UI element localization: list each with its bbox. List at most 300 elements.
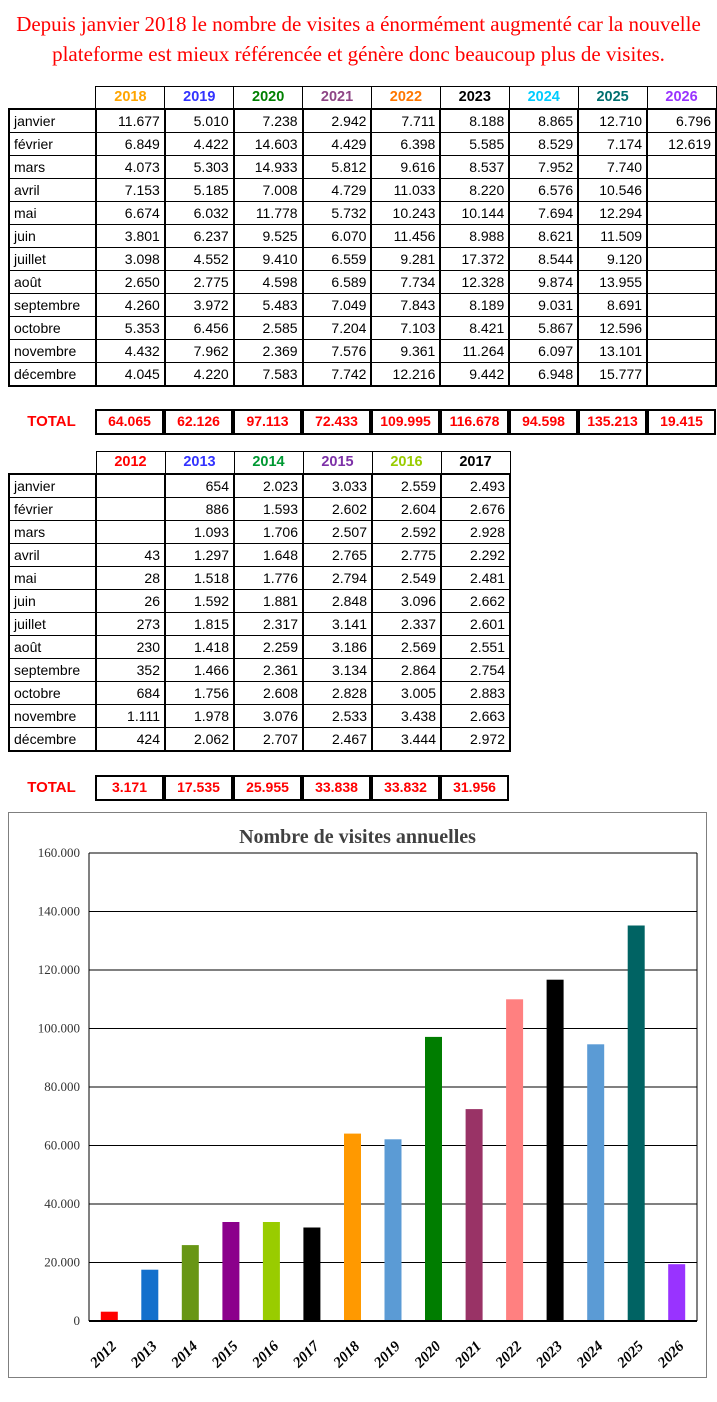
y-axis-tick-label: 0 bbox=[73, 1312, 80, 1328]
visits-cell: 10.243 bbox=[371, 201, 440, 224]
table-row bbox=[9, 155, 716, 178]
visits-cell: 8.189 bbox=[440, 293, 509, 316]
y-axis-tick-label: 80.000 bbox=[44, 1078, 80, 1094]
visits-cell: 2.481 bbox=[441, 566, 510, 589]
visits-cell: 11.509 bbox=[578, 224, 647, 247]
visits-cell: 7.204 bbox=[303, 316, 372, 339]
total-cell: 94.598 bbox=[509, 409, 578, 435]
visits-cell bbox=[647, 316, 716, 339]
x-axis-tick-label: 2012 bbox=[87, 1338, 121, 1371]
visits-cell: 17.372 bbox=[440, 247, 509, 270]
visits-cell: 2.337 bbox=[372, 612, 441, 635]
bar-2017 bbox=[303, 1227, 320, 1321]
visits-cell: 2.663 bbox=[441, 704, 510, 727]
visits-cell: 3.801 bbox=[96, 224, 165, 247]
table-row bbox=[9, 520, 510, 543]
visits-cell: 12.216 bbox=[371, 362, 440, 386]
visits-cell: 2.754 bbox=[441, 658, 510, 681]
month-label: août bbox=[9, 270, 96, 293]
visits-cell: 8.188 bbox=[440, 109, 509, 133]
visits-cell: 13.101 bbox=[578, 339, 647, 362]
x-axis-tick-label: 2017 bbox=[290, 1338, 323, 1371]
table-row bbox=[9, 635, 510, 658]
total-cell: 33.838 bbox=[302, 775, 371, 801]
x-axis-tick-label: 2024 bbox=[573, 1338, 607, 1371]
visits-cell: 6.097 bbox=[509, 339, 578, 362]
visits-cell: 9.410 bbox=[234, 247, 303, 270]
visits-cell: 4.432 bbox=[96, 339, 165, 362]
visits-cell: 2.023 bbox=[234, 474, 303, 498]
bar-2022 bbox=[506, 999, 523, 1321]
visits-cell: 2.259 bbox=[234, 635, 303, 658]
month-label: novembre bbox=[9, 704, 96, 727]
year-header: 2023 bbox=[440, 86, 509, 109]
visits-cell: 2.883 bbox=[441, 681, 510, 704]
visits-cell: 9.361 bbox=[371, 339, 440, 362]
visits-cell: 4.045 bbox=[96, 362, 165, 386]
visits-cell: 2.928 bbox=[441, 520, 510, 543]
year-header: 2016 bbox=[372, 451, 441, 474]
visits-cell: 2.569 bbox=[372, 635, 441, 658]
total-cell: 97.113 bbox=[233, 409, 302, 435]
visits-cell: 2.848 bbox=[303, 589, 372, 612]
visits-cell: 7.694 bbox=[509, 201, 578, 224]
table-row bbox=[9, 339, 716, 362]
year-header: 2022 bbox=[371, 86, 440, 109]
total-cell: 64.065 bbox=[95, 409, 164, 435]
y-axis-tick-label: 60.000 bbox=[44, 1137, 80, 1153]
visits-cell: 8.988 bbox=[440, 224, 509, 247]
x-axis-tick-label: 2016 bbox=[249, 1338, 283, 1371]
year-header: 2012 bbox=[96, 451, 165, 474]
visits-cell: 7.843 bbox=[371, 293, 440, 316]
visits-cell: 8.529 bbox=[509, 132, 578, 155]
intro-text: Depuis janvier 2018 le nombre de visites a énormément augmenté car la nouvelle plateforme est mieux référencée et génère donc beaucoup plus de visites. bbox=[16, 12, 701, 66]
visits-cell: 1.592 bbox=[165, 589, 234, 612]
x-axis-tick-label: 2015 bbox=[209, 1338, 242, 1371]
year-header: 2026 bbox=[647, 86, 716, 109]
table-row bbox=[9, 727, 510, 751]
table-row bbox=[9, 201, 716, 224]
total-cell: 109.995 bbox=[371, 409, 440, 435]
year-header: 2019 bbox=[165, 86, 234, 109]
visits-cell: 2.549 bbox=[372, 566, 441, 589]
total-label: TOTAL bbox=[27, 412, 76, 430]
visits-cell: 7.740 bbox=[578, 155, 647, 178]
visits-cell: 8.220 bbox=[440, 178, 509, 201]
visits-cell: 2.493 bbox=[441, 474, 510, 498]
month-label: avril bbox=[9, 178, 96, 201]
visits-cell: 7.962 bbox=[165, 339, 234, 362]
visits-cell: 1.518 bbox=[165, 566, 234, 589]
table-row bbox=[9, 362, 716, 386]
visits-cell: 684 bbox=[96, 681, 165, 704]
x-axis-tick-label: 2013 bbox=[128, 1338, 161, 1371]
visits-cell: 7.174 bbox=[578, 132, 647, 155]
table-row bbox=[9, 224, 716, 247]
bar-2021 bbox=[466, 1109, 483, 1321]
bar-2020 bbox=[425, 1037, 442, 1321]
month-label: septembre bbox=[9, 293, 96, 316]
visits-cell: 9.281 bbox=[371, 247, 440, 270]
year-header: 2025 bbox=[578, 86, 647, 109]
visits-cell: 2.662 bbox=[441, 589, 510, 612]
visits-cell: 4.260 bbox=[96, 293, 165, 316]
visits-cell bbox=[647, 362, 716, 386]
bar-2013 bbox=[141, 1269, 158, 1320]
visits-cell bbox=[647, 339, 716, 362]
visits-cell bbox=[647, 270, 716, 293]
month-label: juin bbox=[9, 224, 96, 247]
visits-cell: 886 bbox=[165, 497, 234, 520]
visits-table-recent-years bbox=[8, 86, 717, 387]
bar-2016 bbox=[263, 1222, 280, 1321]
visits-cell bbox=[96, 520, 165, 543]
visits-cell: 14.933 bbox=[234, 155, 303, 178]
table-row bbox=[9, 132, 716, 155]
visits-cell: 11.264 bbox=[440, 339, 509, 362]
year-header: 2017 bbox=[441, 451, 510, 474]
visits-cell: 3.076 bbox=[234, 704, 303, 727]
year-header: 2018 bbox=[96, 86, 165, 109]
total-cell: 72.433 bbox=[302, 409, 371, 435]
month-label: février bbox=[9, 497, 96, 520]
visits-cell: 2.361 bbox=[234, 658, 303, 681]
visits-cell: 2.507 bbox=[303, 520, 372, 543]
visits-cell: 5.303 bbox=[165, 155, 234, 178]
total-row-old-years bbox=[8, 775, 717, 801]
visits-cell: 7.583 bbox=[234, 362, 303, 386]
visits-cell: 6.576 bbox=[509, 178, 578, 201]
visits-cell: 26 bbox=[96, 589, 165, 612]
visits-cell: 3.096 bbox=[372, 589, 441, 612]
x-axis-tick-label: 2014 bbox=[168, 1338, 202, 1371]
visits-cell: 1.881 bbox=[234, 589, 303, 612]
visits-cell: 6.559 bbox=[303, 247, 372, 270]
visits-cell: 10.546 bbox=[578, 178, 647, 201]
visits-cell: 2.585 bbox=[234, 316, 303, 339]
visits-cell: 12.294 bbox=[578, 201, 647, 224]
visits-cell bbox=[647, 293, 716, 316]
visits-cell: 7.734 bbox=[371, 270, 440, 293]
month-label: mai bbox=[9, 201, 96, 224]
year-header: 2014 bbox=[234, 451, 303, 474]
total-cell: 31.956 bbox=[440, 775, 509, 801]
visits-cell: 6.796 bbox=[647, 109, 716, 133]
visits-table-old-years bbox=[8, 451, 511, 752]
visits-cell: 12.710 bbox=[578, 109, 647, 133]
visits-cell: 3.033 bbox=[303, 474, 372, 498]
visits-cell: 4.729 bbox=[303, 178, 372, 201]
x-axis-tick-label: 2026 bbox=[655, 1338, 688, 1371]
visits-cell: 7.711 bbox=[371, 109, 440, 133]
month-label: mai bbox=[9, 566, 96, 589]
visits-cell: 10.144 bbox=[440, 201, 509, 224]
visits-cell: 3.972 bbox=[165, 293, 234, 316]
table-row bbox=[9, 543, 510, 566]
visits-cell: 6.237 bbox=[165, 224, 234, 247]
visits-cell: 654 bbox=[165, 474, 234, 498]
visits-cell: 6.948 bbox=[509, 362, 578, 386]
visits-cell: 13.955 bbox=[578, 270, 647, 293]
visits-cell: 2.317 bbox=[234, 612, 303, 635]
visits-cell bbox=[647, 178, 716, 201]
visits-cell: 2.062 bbox=[165, 727, 234, 751]
visits-cell: 4.422 bbox=[165, 132, 234, 155]
visits-cell: 2.794 bbox=[303, 566, 372, 589]
bar-2024 bbox=[587, 1044, 604, 1321]
x-axis-tick-label: 2022 bbox=[492, 1338, 526, 1371]
visits-cell: 352 bbox=[96, 658, 165, 681]
visits-cell bbox=[647, 155, 716, 178]
visits-cell: 5.732 bbox=[303, 201, 372, 224]
visits-cell: 9.442 bbox=[440, 362, 509, 386]
total-cell: 3.171 bbox=[95, 775, 164, 801]
visits-cell: 2.972 bbox=[441, 727, 510, 751]
month-label: octobre bbox=[9, 681, 96, 704]
visits-cell: 8.421 bbox=[440, 316, 509, 339]
table-row bbox=[9, 293, 716, 316]
total-cell: 25.955 bbox=[233, 775, 302, 801]
visits-cell: 5.010 bbox=[165, 109, 234, 133]
visits-cell bbox=[647, 224, 716, 247]
visits-cell: 7.103 bbox=[371, 316, 440, 339]
month-label: décembre bbox=[9, 362, 96, 386]
month-label: novembre bbox=[9, 339, 96, 362]
corner-cell bbox=[9, 86, 96, 109]
visits-cell: 6.456 bbox=[165, 316, 234, 339]
total-cell: 19.415 bbox=[647, 409, 716, 435]
table-row bbox=[9, 178, 716, 201]
visits-cell: 15.777 bbox=[578, 362, 647, 386]
visits-cell: 1.648 bbox=[234, 543, 303, 566]
table-row bbox=[9, 474, 510, 498]
visits-cell: 1.756 bbox=[165, 681, 234, 704]
bar-chart-plot bbox=[9, 813, 706, 1377]
visits-cell: 2.467 bbox=[303, 727, 372, 751]
annual-visits-chart bbox=[8, 812, 707, 1378]
visits-cell: 2.775 bbox=[165, 270, 234, 293]
visits-cell: 9.525 bbox=[234, 224, 303, 247]
visits-cell: 5.585 bbox=[440, 132, 509, 155]
visits-cell: 230 bbox=[96, 635, 165, 658]
visits-cell: 2.292 bbox=[441, 543, 510, 566]
table-row bbox=[9, 566, 510, 589]
visits-cell: 2.551 bbox=[441, 635, 510, 658]
x-axis-tick-label: 2025 bbox=[614, 1338, 648, 1371]
visits-cell: 6.398 bbox=[371, 132, 440, 155]
visits-cell: 5.812 bbox=[303, 155, 372, 178]
table-row bbox=[9, 270, 716, 293]
visits-cell: 2.369 bbox=[234, 339, 303, 362]
visits-cell: 28 bbox=[96, 566, 165, 589]
year-header: 2015 bbox=[303, 451, 372, 474]
visits-cell: 2.676 bbox=[441, 497, 510, 520]
visits-cell: 5.185 bbox=[165, 178, 234, 201]
visits-cell bbox=[647, 201, 716, 224]
visits-cell: 8.691 bbox=[578, 293, 647, 316]
month-label: octobre bbox=[9, 316, 96, 339]
visits-cell: 424 bbox=[96, 727, 165, 751]
visits-cell: 2.775 bbox=[372, 543, 441, 566]
visits-cell: 7.153 bbox=[96, 178, 165, 201]
visits-cell: 3.438 bbox=[372, 704, 441, 727]
visits-cell: 1.418 bbox=[165, 635, 234, 658]
bar-2026 bbox=[668, 1264, 685, 1321]
table-row bbox=[9, 497, 510, 520]
total-label: TOTAL bbox=[27, 778, 76, 796]
visits-cell: 3.098 bbox=[96, 247, 165, 270]
visits-cell: 2.608 bbox=[234, 681, 303, 704]
visits-cell: 6.849 bbox=[96, 132, 165, 155]
visits-cell: 6.589 bbox=[303, 270, 372, 293]
visits-cell: 1.466 bbox=[165, 658, 234, 681]
visits-cell: 2.765 bbox=[303, 543, 372, 566]
visits-cell: 2.864 bbox=[372, 658, 441, 681]
year-header: 2020 bbox=[234, 86, 303, 109]
table-row bbox=[9, 589, 510, 612]
visits-cell: 4.552 bbox=[165, 247, 234, 270]
visits-cell: 2.828 bbox=[303, 681, 372, 704]
visits-cell: 2.601 bbox=[441, 612, 510, 635]
visits-cell bbox=[96, 497, 165, 520]
y-axis-tick-label: 40.000 bbox=[44, 1195, 80, 1211]
year-header: 2021 bbox=[303, 86, 372, 109]
y-axis-tick-label: 120.000 bbox=[37, 961, 80, 977]
visits-cell: 5.483 bbox=[234, 293, 303, 316]
visits-cell: 4.598 bbox=[234, 270, 303, 293]
visits-cell: 7.952 bbox=[509, 155, 578, 178]
total-cell: 17.535 bbox=[164, 775, 233, 801]
visits-cell: 8.621 bbox=[509, 224, 578, 247]
month-label: mars bbox=[9, 155, 96, 178]
visits-cell: 6.674 bbox=[96, 201, 165, 224]
visits-cell: 11.033 bbox=[371, 178, 440, 201]
visits-cell: 2.602 bbox=[303, 497, 372, 520]
visits-cell: 12.328 bbox=[440, 270, 509, 293]
month-label: décembre bbox=[9, 727, 96, 751]
visits-cell: 8.537 bbox=[440, 155, 509, 178]
visits-cell: 1.776 bbox=[234, 566, 303, 589]
visits-cell: 7.742 bbox=[303, 362, 372, 386]
visits-cell: 14.603 bbox=[234, 132, 303, 155]
visits-cell: 7.238 bbox=[234, 109, 303, 133]
table-row bbox=[9, 316, 716, 339]
month-label: août bbox=[9, 635, 96, 658]
table-row bbox=[9, 704, 510, 727]
visits-cell: 11.677 bbox=[96, 109, 165, 133]
visits-cell: 7.576 bbox=[303, 339, 372, 362]
month-label: juillet bbox=[9, 247, 96, 270]
y-axis-tick-label: 140.000 bbox=[37, 903, 80, 919]
visits-cell: 4.073 bbox=[96, 155, 165, 178]
year-header: 2024 bbox=[509, 86, 578, 109]
visits-cell: 2.650 bbox=[96, 270, 165, 293]
visits-cell: 3.141 bbox=[303, 612, 372, 635]
x-axis-tick-label: 2020 bbox=[411, 1338, 445, 1371]
month-label: avril bbox=[9, 543, 96, 566]
total-row-recent-years bbox=[8, 409, 717, 435]
visits-cell: 3.444 bbox=[372, 727, 441, 751]
bar-2014 bbox=[182, 1245, 199, 1321]
visits-cell: 9.874 bbox=[509, 270, 578, 293]
table-row bbox=[9, 109, 716, 133]
visits-cell: 1.297 bbox=[165, 543, 234, 566]
month-label: janvier bbox=[9, 109, 96, 133]
month-label: février bbox=[9, 132, 96, 155]
x-axis-tick-label: 2019 bbox=[371, 1338, 404, 1371]
visits-cell: 3.134 bbox=[303, 658, 372, 681]
visits-cell: 7.049 bbox=[303, 293, 372, 316]
month-label: janvier bbox=[9, 474, 96, 498]
y-axis-tick-label: 100.000 bbox=[37, 1020, 80, 1036]
visits-cell: 1.111 bbox=[96, 704, 165, 727]
visits-cell: 43 bbox=[96, 543, 165, 566]
year-header: 2013 bbox=[165, 451, 234, 474]
bar-2019 bbox=[385, 1139, 402, 1321]
x-axis-tick-label: 2021 bbox=[452, 1338, 485, 1371]
visits-cell: 2.707 bbox=[234, 727, 303, 751]
y-axis-tick-label: 20.000 bbox=[44, 1254, 80, 1270]
corner-cell bbox=[9, 451, 96, 474]
table-row bbox=[9, 612, 510, 635]
visits-cell: 1.978 bbox=[165, 704, 234, 727]
visits-cell: 3.005 bbox=[372, 681, 441, 704]
bar-2012 bbox=[101, 1311, 118, 1320]
visits-cell: 1.093 bbox=[165, 520, 234, 543]
bar-2018 bbox=[344, 1133, 361, 1320]
table-row bbox=[9, 658, 510, 681]
visits-cell: 9.120 bbox=[578, 247, 647, 270]
total-cell: 116.678 bbox=[440, 409, 509, 435]
table-row bbox=[9, 681, 510, 704]
month-label: mars bbox=[9, 520, 96, 543]
visits-cell: 9.616 bbox=[371, 155, 440, 178]
visits-cell: 1.815 bbox=[165, 612, 234, 635]
visits-cell: 8.544 bbox=[509, 247, 578, 270]
month-label: juillet bbox=[9, 612, 96, 635]
visits-cell: 12.619 bbox=[647, 132, 716, 155]
visits-cell: 2.559 bbox=[372, 474, 441, 498]
x-axis-tick-label: 2023 bbox=[533, 1338, 566, 1371]
visits-cell: 1.593 bbox=[234, 497, 303, 520]
visits-cell: 2.604 bbox=[372, 497, 441, 520]
x-axis-tick-label: 2018 bbox=[330, 1338, 364, 1371]
bar-2023 bbox=[547, 979, 564, 1320]
visits-cell: 11.456 bbox=[371, 224, 440, 247]
y-axis-tick-label: 160.000 bbox=[37, 844, 80, 860]
visits-cell: 11.778 bbox=[234, 201, 303, 224]
visits-cell: 9.031 bbox=[509, 293, 578, 316]
visits-cell: 3.186 bbox=[303, 635, 372, 658]
visits-cell: 6.032 bbox=[165, 201, 234, 224]
visits-cell: 273 bbox=[96, 612, 165, 635]
visits-cell: 6.070 bbox=[303, 224, 372, 247]
month-label: septembre bbox=[9, 658, 96, 681]
visits-cell: 5.353 bbox=[96, 316, 165, 339]
visits-cell: 1.706 bbox=[234, 520, 303, 543]
visits-cell: 2.592 bbox=[372, 520, 441, 543]
total-cell: 135.213 bbox=[578, 409, 647, 435]
total-cell: 33.832 bbox=[371, 775, 440, 801]
visits-cell bbox=[96, 474, 165, 498]
visits-cell: 12.596 bbox=[578, 316, 647, 339]
bar-2015 bbox=[222, 1222, 239, 1321]
chart-title: Nombre de visites annuelles bbox=[239, 825, 476, 848]
visits-cell: 2.942 bbox=[303, 109, 372, 133]
visits-cell: 2.533 bbox=[303, 704, 372, 727]
visits-cell: 7.008 bbox=[234, 178, 303, 201]
